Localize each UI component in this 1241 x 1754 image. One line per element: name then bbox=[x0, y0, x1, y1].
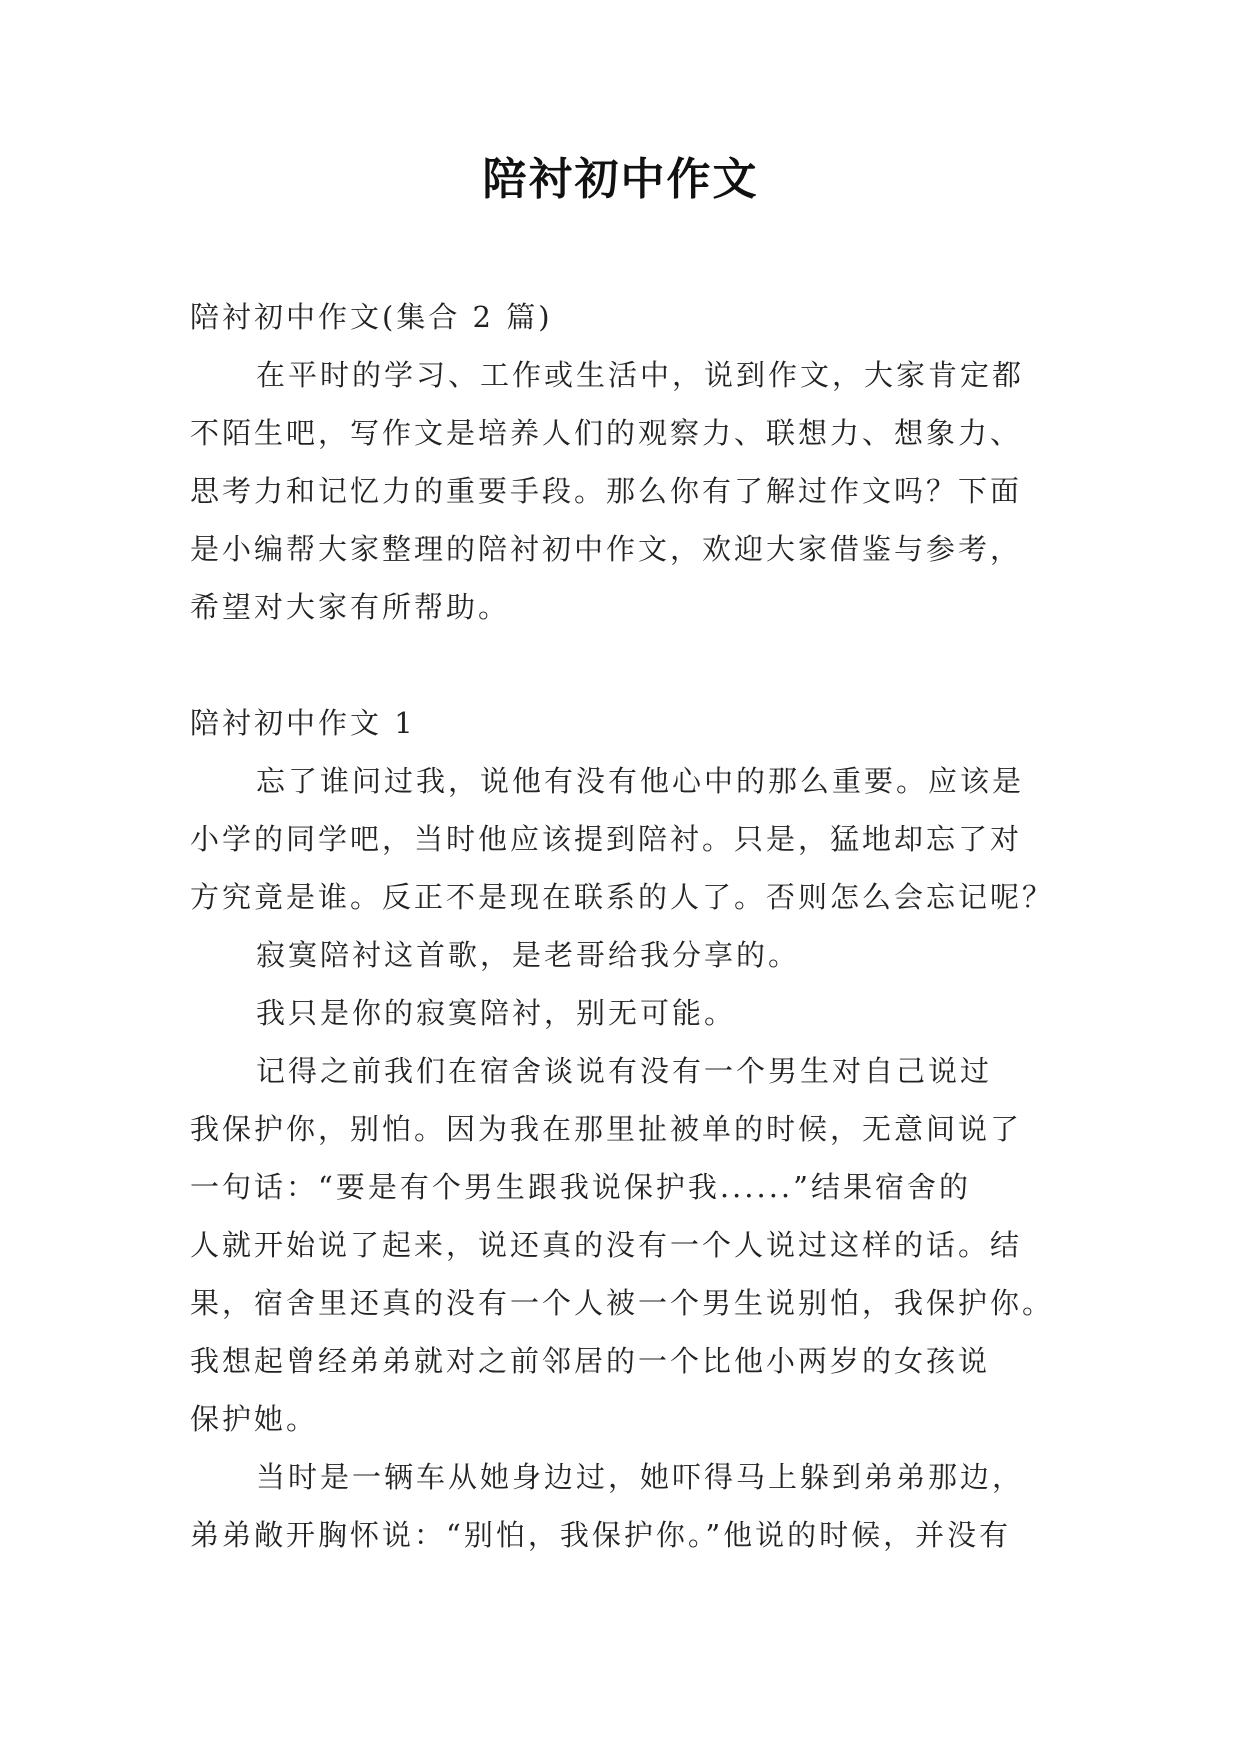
text-line: 果，宿舍里还真的没有一个人被一个男生说别怕，我保护你。 bbox=[190, 1286, 1055, 1320]
document-body bbox=[190, 288, 1065, 1564]
text-line: 在平时的学习、工作或生活中，说到作文，大家肯定都 bbox=[256, 358, 1025, 392]
document-title: 陪衬初中作文 bbox=[482, 154, 759, 205]
text-line: 我想起曾经弟弟就对之前邻居的一个比他小两岁的女孩说 bbox=[190, 1344, 991, 1378]
text-line: 方究竟是谁。反正不是现在联系的人了。否则怎么会忘记呢？ bbox=[190, 880, 1055, 914]
text-line: 我只是你的寂寞陪衬，别无可能。 bbox=[256, 996, 737, 1030]
text-line: 记得之前我们在宿舍谈说有没有一个男生对自己说过 bbox=[256, 1054, 993, 1088]
text-line: 一句话：“要是有个男生跟我说保护我......”结果宿舍的 bbox=[190, 1170, 971, 1204]
text-line: 小学的同学吧，当时他应该提到陪衬。只是，猛地却忘了对 bbox=[190, 822, 1023, 856]
text-line: 希望对大家有所帮助。 bbox=[190, 590, 511, 624]
text-line: 我保护你，别怕。因为我在那里扯被单的时候，无意间说了 bbox=[190, 1112, 1023, 1146]
text-line: 陪衬初中作文 1 bbox=[190, 706, 416, 740]
text-line: 寂寞陪衬这首歌，是老哥给我分享的。 bbox=[256, 938, 801, 972]
text-line: 保护她。 bbox=[190, 1402, 319, 1436]
text-line: 不陌生吧，写作文是培养人们的观察力、联想力、想象力、 bbox=[190, 416, 1023, 450]
text-line: 人就开始说了起来，说还真的没有一个人说过这样的话。结 bbox=[190, 1228, 1023, 1262]
paragraph-gap bbox=[190, 636, 1065, 694]
text-line: 是小编帮大家整理的陪衬初中作文，欢迎大家借鉴与参考， bbox=[190, 532, 1023, 566]
text-line: 忘了谁问过我，说他有没有他心中的那么重要。应该是 bbox=[256, 764, 1025, 798]
text-line: 陪衬初中作文(集合 2 篇) bbox=[190, 300, 553, 334]
text-line: 当时是一辆车从她身边过，她吓得马上躲到弟弟那边， bbox=[256, 1460, 1025, 1494]
text-line: 弟弟敞开胸怀说：“别怕，我保护你。”他说的时候，并没有 bbox=[190, 1518, 1012, 1552]
text-line: 思考力和记忆力的重要手段。那么你有了解过作文吗？下面 bbox=[190, 474, 1023, 508]
